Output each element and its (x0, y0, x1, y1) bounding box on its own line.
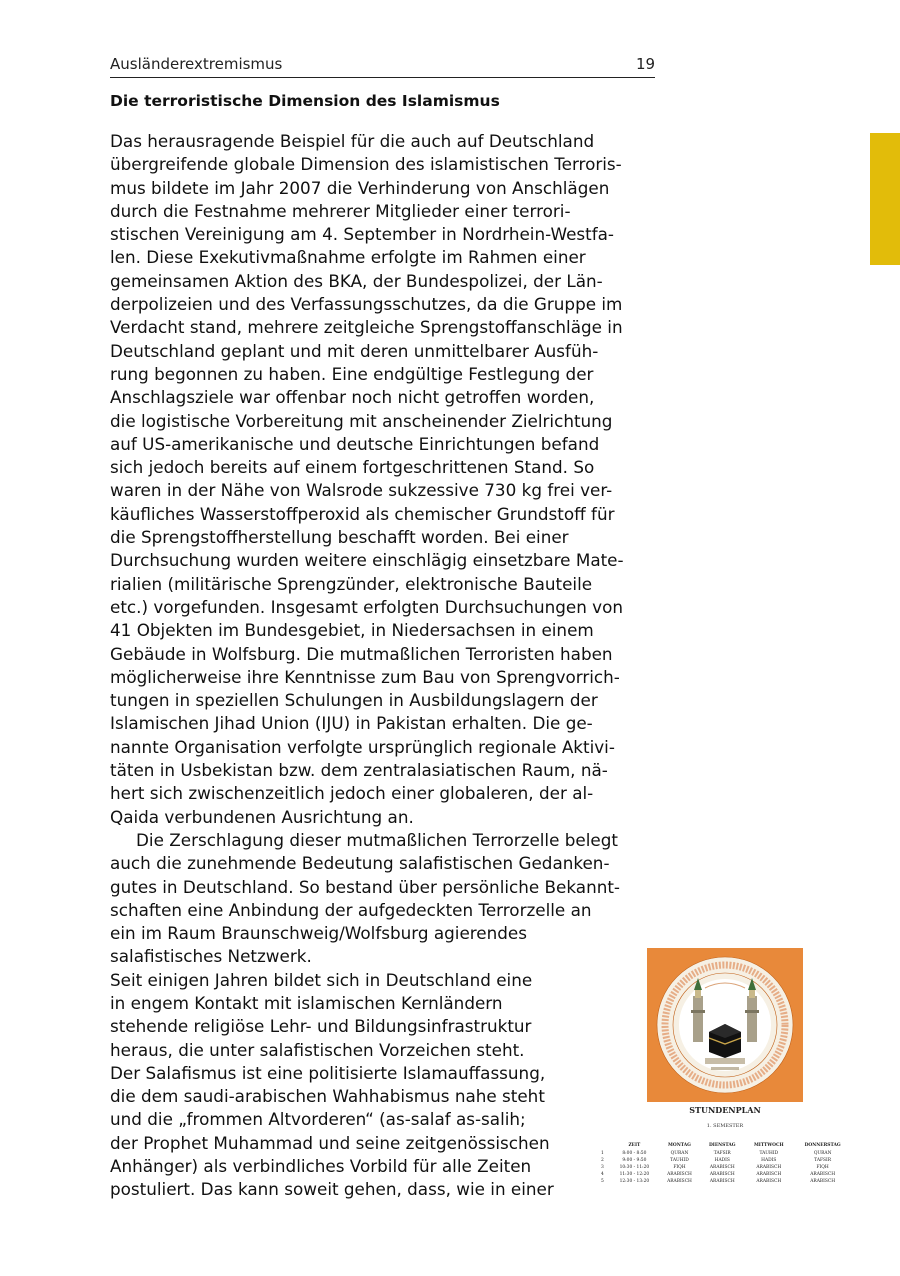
text-line: nannte Organisation verfolgte ursprünglich regionale Aktivi- (110, 736, 615, 757)
timetable-cell: 2 (601, 1158, 604, 1163)
timetable-row (600, 1157, 852, 1164)
timetable-cell: QURAN (813, 1151, 832, 1156)
timetable-cell: ARABISCH (709, 1172, 735, 1177)
timetable-cell: 11:30 - 12:20 (619, 1172, 650, 1177)
text-line: mus bildete im Jahr 2007 die Verhinderung von Anschlägen (110, 177, 610, 198)
text-line: käufliches Wasserstoffperoxid als chemischer Grundstoff für (110, 503, 615, 524)
timetable (600, 1143, 852, 1185)
timetable-cell: FIQH (816, 1165, 829, 1170)
text-line: Durchsuchung wurden weitere einschlägig einsetzbare Mate- (110, 550, 624, 571)
timetable-header-cell: MITTWOCH (753, 1143, 784, 1148)
text-line: len. Diese Exekutivmaßnahme erfolgte im Rahmen einer (110, 247, 586, 268)
timetable-cell: 1 (601, 1151, 604, 1156)
text-line: waren in der Nähe von Walsrode sukzessive 730 kg frei ver- (110, 480, 613, 501)
text-line: rialien (militärische Sprengzünder, elektronische Bauteile (110, 573, 593, 594)
text-line: und die „frommen Altvorderen“ (as-salaf as-salih; (110, 1109, 526, 1130)
text-line: Verdacht stand, mehrere zeitgleiche Sprengstoffanschläge in (110, 317, 623, 338)
timetable-cell: ARABISCH (667, 1179, 692, 1184)
header-rule (110, 77, 655, 78)
timetable-cell: HADIS (761, 1158, 777, 1163)
text-line: ein im Raum Braunschweig/Wolfsburg agierendes (110, 923, 527, 944)
text-line: Das herausragende Beispiel für die auch auf Deutschland (110, 131, 595, 151)
timetable-cell: TAFSIR (814, 1158, 832, 1163)
text-line: tungen in speziellen Schulungen in Ausbildungslagern der (110, 690, 598, 711)
chapter-side-tab (870, 133, 900, 265)
timetable-cell: QURAN (670, 1151, 689, 1156)
timetable-header-cell: MONTAG (668, 1143, 691, 1148)
text-line: Anschlagsziele war offenbar noch nicht getroffen worden, (110, 387, 595, 408)
timetable-row (600, 1171, 852, 1178)
text-line: Seit einigen Jahren bildet sich in Deutschland eine (110, 969, 533, 990)
timetable-cell: TAUHID (670, 1158, 689, 1163)
figure-caption: STUNDENPLAN (689, 1105, 761, 1115)
text-line: postuliert. Das kann soweit gehen, dass, wie in einer (110, 1179, 554, 1200)
text-line: Der Salafismus ist eine politisierte Islamauffassung, (110, 1062, 546, 1083)
paragraph-3 (110, 969, 670, 1202)
paragraph-1 (110, 130, 670, 829)
text-line: stehende religiöse Lehr- und Bildungsinfrastruktur (110, 1016, 532, 1037)
text-line: etc.) vorgefunden. Insgesamt erfolgten Durchsuchungen von (110, 596, 624, 617)
text-line: auch die zunehmende Bedeutung salafistischen Gedanken- (110, 853, 610, 874)
text-line: der Prophet Muhammad und seine zeitgenössischen (110, 1132, 550, 1153)
text-line: übergreifende globale Dimension des islamistischen Terroris- (110, 154, 622, 175)
timetable-cell: 9:00 - 9:50 (622, 1158, 647, 1163)
text-line: hert sich zwischenzeitlich jedoch einer globaleren, der al- (110, 783, 594, 804)
text-line: in engem Kontakt mit islamischen Kernländern (110, 992, 503, 1013)
timetable-header-cell: DONNERSTAG (804, 1143, 841, 1148)
text-line: die logistische Vorbereitung mit anscheinender Zielrichtung (110, 410, 613, 431)
timetable-cell: TAFSIR (713, 1151, 731, 1156)
timetable-cell: HADIS (714, 1158, 730, 1163)
page-number: 19 (636, 55, 656, 73)
text-line: Qaida verbundenen Ausrichtung an. (110, 806, 414, 827)
timetable-cell: ARABISCH (810, 1179, 836, 1184)
text-line: salafistisches Netzwerk. (110, 946, 312, 967)
timetable-cell: ARABISCH (667, 1172, 692, 1177)
text-line: Die Zerschlagung dieser mutmaßlichen Terrorzelle belegt (136, 829, 618, 850)
section-title: Die terroristische Dimension des Islamismus (110, 92, 500, 110)
text-line: die dem saudi-arabischen Wahhabismus nahe steht (110, 1086, 545, 1107)
running-title: Ausländerextremismus (110, 55, 283, 73)
text-line: gemeinsamen Aktion des BKA, der Bundespolizei, der Län- (110, 270, 603, 291)
text-line: 41 Objekten im Bundesgebiet, in Niedersachsen in einem (110, 620, 594, 641)
timetable-cell: 3 (601, 1165, 604, 1170)
timetable-row (600, 1164, 852, 1171)
text-line: Deutschland geplant und mit deren unmittelbarer Ausfüh- (110, 340, 599, 361)
body-text (110, 130, 670, 1202)
timetable-cell: 12:30 - 13:20 (619, 1179, 650, 1184)
text-line: Anhänger) als verbindliches Vorbild für alle Zeiten (110, 1156, 532, 1177)
timetable-cell: ARABISCH (756, 1179, 782, 1184)
text-line: sich jedoch bereits auf einem fortgeschrittenen Stand. So (110, 457, 595, 478)
timetable-cell: 8:00 - 8:50 (622, 1151, 647, 1156)
paragraph-2 (110, 829, 670, 969)
timetable-header-cell: DIENSTAG (708, 1143, 736, 1148)
timetable-cell: 5 (601, 1179, 604, 1184)
timetable-cell: ARABISCH (709, 1165, 735, 1170)
timetable-cell: ARABISCH (709, 1179, 735, 1184)
timetable-row (600, 1150, 852, 1157)
text-line: derpolizeien und des Verfassungsschutzes, da die Gruppe im (110, 294, 623, 315)
figure-subcaption: 1. SEMESTER (706, 1123, 744, 1129)
timetable-header-cell: ZEIT (628, 1143, 641, 1148)
text-line: stischen Vereinigung am 4. September in Nordrhein-Westfa- (110, 224, 614, 245)
timetable-cell: ARABISCH (756, 1165, 782, 1170)
timetable-cell: ARABISCH (810, 1172, 836, 1177)
timetable-row (600, 1178, 852, 1185)
school-emblem-image (647, 948, 803, 1102)
text-line: gutes in Deutschland. So bestand über persönliche Bekannt- (110, 876, 620, 897)
text-line: rung begonnen zu haben. Eine endgültige Festlegung der (110, 363, 594, 384)
text-line: durch die Festnahme mehrerer Mitglieder einer terrori- (110, 200, 571, 221)
text-line: Gebäude in Wolfsburg. Die mutmaßlichen Terroristen haben (110, 643, 613, 664)
text-line: heraus, die unter salafistischen Vorzeichen steht. (110, 1039, 525, 1060)
timetable-cell: 10:30 - 11:20 (619, 1165, 650, 1170)
timetable-cell: TAUHID (759, 1151, 779, 1156)
text-line: Islamischen Jihad Union (IJU) in Pakistan erhalten. Die ge- (110, 713, 593, 734)
text-line: täten in Usbekistan bzw. dem zentralasiatischen Raum, nä- (110, 760, 608, 781)
timetable-cell: FIQH (673, 1165, 686, 1170)
timetable-figure (598, 945, 860, 1220)
text-line: die Sprengstoffherstellung beschafft worden. Bei einer (110, 527, 569, 548)
timetable-cell: ARABISCH (756, 1172, 782, 1177)
timetable-cell: 4 (601, 1172, 604, 1177)
text-line: schaften eine Anbindung der aufgedeckten Terrorzelle an (110, 899, 592, 920)
text-line: möglicherweise ihre Kenntnisse zum Bau von Sprengvorrich- (110, 666, 620, 687)
text-line: auf US-amerikanische und deutsche Einrichtungen befand (110, 433, 600, 454)
timetable-header-cell (600, 1143, 610, 1150)
